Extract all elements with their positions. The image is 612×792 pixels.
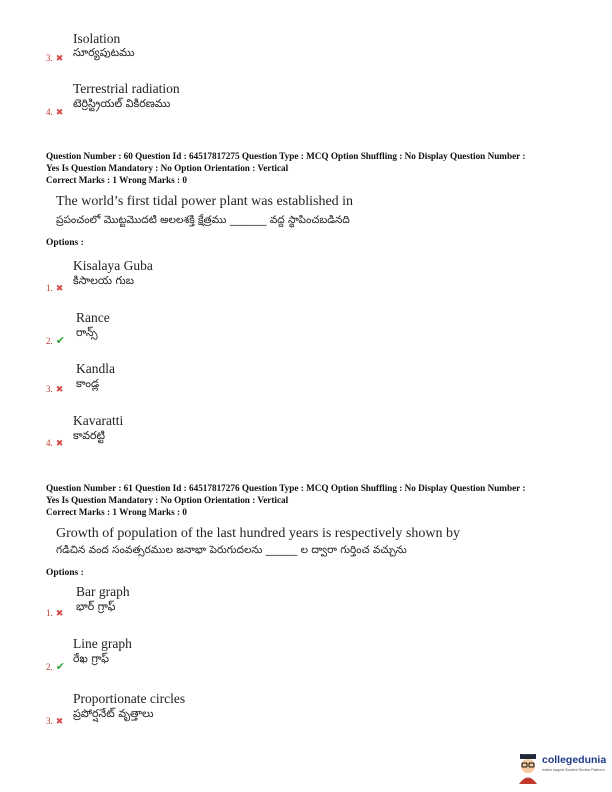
option-text-en: Bar graph [76, 584, 130, 599]
logo-wordmark: collegedunia [542, 754, 607, 766]
option-text-en: Kandla [76, 361, 115, 376]
option-text-en: Rance [76, 310, 110, 325]
options-label: Options : [46, 568, 84, 578]
question-marks: Correct Marks : 1 Wrong Marks : 0 [46, 507, 187, 517]
option-number: 1. [46, 608, 53, 618]
options-label: Options : [46, 238, 84, 248]
option-text-en: Kisalaya Guba [73, 258, 153, 273]
question-text-te: గడిచిన వంద సంవత్సరముల జనాభా పెరుగుదలను ______ ల ద్వారా గుర్తించ వచ్చును [56, 544, 407, 556]
option-number: 2. [46, 662, 53, 672]
option-number: 4. [46, 107, 53, 117]
option-number: 2. [46, 336, 53, 346]
logo-tagline: India's largest Student Review Platform [542, 768, 605, 772]
option-number: 1. [46, 283, 53, 293]
option-text-en: Isolation [73, 31, 121, 46]
cross-icon: ✖ [55, 108, 64, 118]
cross-icon: ✖ [55, 717, 64, 727]
option-text-en: Line graph [73, 636, 132, 651]
collegedunia-logo [516, 752, 608, 788]
option-text-en: Terrestrial radiation [73, 81, 180, 96]
option-text-en: Kavaratti [73, 413, 124, 428]
option-text-te: సూర్యపుటము [73, 46, 135, 59]
question-meta: Yes Is Question Mandatory : No Option Orientation : Vertical [46, 163, 289, 173]
cross-icon: ✖ [55, 284, 64, 294]
question-text-en: Growth of population of the last hundred years is respectively shown by [56, 526, 460, 541]
option-number: 3. [46, 716, 53, 726]
question-meta: Yes Is Question Mandatory : No Option Orientation : Vertical [46, 495, 289, 505]
question-meta: Question Number : 60 Question Id : 64517817275 Question Type : MCQ Option Shuffling : No Display Question Number : [46, 151, 526, 161]
cross-icon: ✖ [55, 54, 64, 64]
option-text-en: Proportionate circles [73, 691, 186, 706]
option-text-te: రేఖ గ్రాఫ్ [73, 652, 109, 665]
check-icon: ✔ [55, 660, 65, 673]
cross-icon: ✖ [55, 439, 64, 449]
question-text-te: ప్రపంచంలో మొట్టమొదటి అలలశక్తి క్షేత్రము _______ వద్ద స్థాపించబడినది [56, 214, 350, 226]
option-text-te: భార్ గ్రాఫ్ [76, 600, 116, 613]
option-number: 3. [46, 384, 53, 394]
question-meta: Question Number : 61 Question Id : 64517817276 Question Type : MCQ Option Shuffling : No Display Question Number : [46, 483, 526, 493]
option-number: 3. [46, 53, 53, 63]
option-text-te: కిసాలయ గుబ [73, 274, 134, 287]
option-text-te: టెర్రిస్ట్రియల్ వికిరణము [73, 97, 171, 110]
option-text-te: కావరట్టి [73, 429, 106, 442]
mascot-icon [516, 754, 540, 784]
option-text-te: ప్రపోర్షనేట్ వృత్తాలు [73, 707, 154, 720]
option-text-te: రాన్స్ [76, 326, 98, 339]
option-number: 4. [46, 438, 53, 448]
question-text-en: The world’s first tidal power plant was established in [56, 194, 354, 209]
question-marks: Correct Marks : 1 Wrong Marks : 0 [46, 175, 187, 185]
cross-icon: ✖ [55, 609, 64, 619]
cross-icon: ✖ [55, 385, 64, 395]
check-icon: ✔ [55, 334, 65, 347]
option-text-te: కాండ్ల [76, 377, 100, 390]
